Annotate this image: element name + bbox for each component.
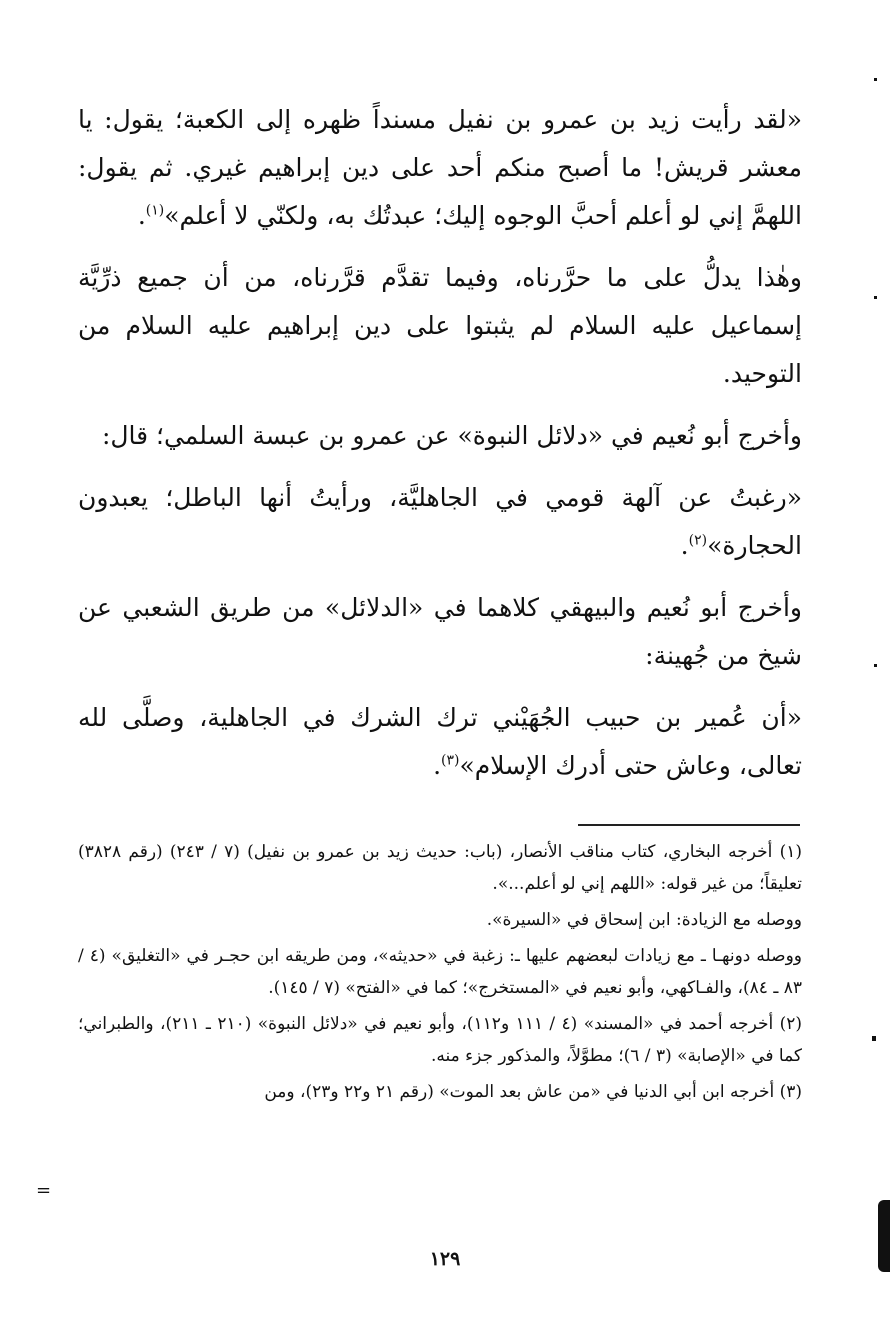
page-number: ١٢٩ [429,1248,461,1270]
footnote-1: (١) أخرجه البخاري، كتاب مناقب الأنصار، (باب: حديث زيد بن عمرو بن نفيل) (٧ / ٢٤٣) (رقم ٣٨٢٨) تعليقاً؛ من غير قوله: «اللهم إني لو أعلم...». [78,842,802,894]
paragraph-text: وأخرج أبو نُعيم والبيهقي كلاهما في «الدلائل» من طريق الشعبي عن شيخ من جُهينة: [78,593,802,670]
scan-edge-mark [878,1200,890,1272]
paragraph-text: وهٰذا يدلُّ على ما حرَّرناه، وفيما تقدَّم قرَّرناه، من أن جميع ذرِّيَّة إسماعيل عليه السلام لم يثبتوا على دين إبراهيم عليه السلام من التوحيد. [78,263,802,388]
footnote-3: (٣) أخرجه ابن أبي الدنيا في «من عاش بعد الموت» (رقم ٢١ و٢٢ و٢٣)، ومن [264,1082,802,1102]
paragraph-text: «رغبتُ عن آلهة قومي في الجاهليَّة، ورأيتُ أنها الباطل؛ يعبدون الحجارة» [78,483,802,560]
paragraph-quote-umair [78,694,802,790]
scan-mark [872,1036,876,1041]
sentence-end: . [680,531,689,560]
paragraph-text: وأخرج أبو نُعيم في «دلائل النبوة» عن عمرو بن عبسة السلمي؛ قال: [101,421,802,450]
footnote-ref-3: (٣) [441,752,460,769]
footnote-1-more: ووصله دونهـا ـ مع زيادات لبعضهم عليها ـ: زغبة في «حديثه»، ومن طريقه ابن حجـر في «التغليق» (٤ / ٨٣ ـ ٨٤)، والفـاكهي، وأبو نعيم في «المستخرج»؛ كما في «الفتح» (٧ / ١٤٥). [78,946,802,998]
paragraph-abu-nuaim [78,412,802,460]
main-text [78,96,802,804]
footnotes [78,836,802,1112]
paragraph-quote-zaid [78,96,802,240]
paragraph-bayhaqi [78,584,802,680]
footnote-separator [578,824,800,826]
scan-mark [874,78,877,81]
sentence-end: . [137,201,146,230]
paragraph-text: «لقد رأيت زيد بن عمرو بن نفيل مسنداً ظهره إلى الكعبة؛ يقول: يا معشر قريش! ما أصبح منكم أحد على دين إبراهيم غيري. ثم يقول: اللهمَّ إني لو أعلم أحبَّ الوجوه إليك؛ عبدتُك به، ولكنّي لا أعلم» [78,105,802,230]
sentence-end: . [433,751,442,780]
footnote-ref-2: (٢) [688,532,708,549]
scan-mark [874,664,877,667]
footnote-2: (٢) أخرجه أحمد في «المسند» (٤ / ١١١ و١١٢)، وأبو نعيم في «دلائل النبوة» (٢١٠ ـ ٢١١)، والطبراني؛ كما في «الإصابة» (٣ / ٦)؛ مطوَّلاً، والمذكور جزء منه. [78,1014,802,1066]
continuation-mark: = [36,1180,52,1201]
scan-mark [874,296,877,299]
paragraph-text: «أن عُمير بن حبيب الجُهَيْني ترك الشرك في الجاهلية، وصلَّى لله تعالى، وعاش حتى أدرك الإسلام» [78,703,802,780]
footnote-ref-1: (١) [145,202,165,219]
footnote-1-continued: ووصله مع الزيادة: ابن إسحاق في «السيرة». [486,910,802,930]
paragraph-commentary [78,254,802,398]
paragraph-quote-amr [78,474,802,570]
